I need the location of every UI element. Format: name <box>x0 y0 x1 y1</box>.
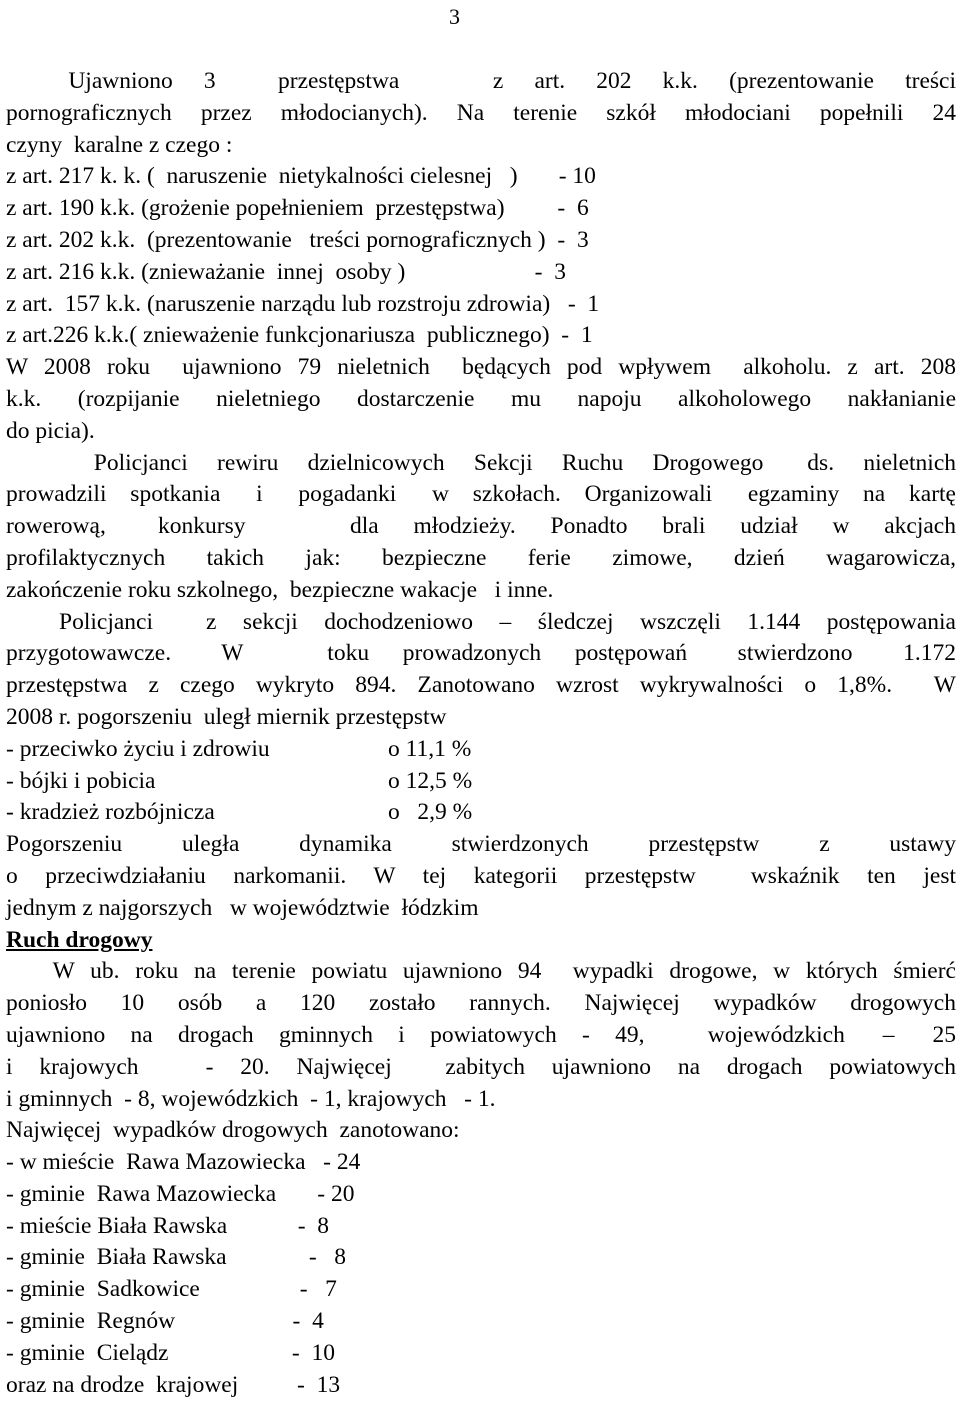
text-line: z art. 217 k. k. ( naruszenie nietykalności cielesnej ) - 10 <box>6 163 596 190</box>
text-line: zakończenie roku szkolnego, bezpieczne wakacje i inne. <box>6 576 554 603</box>
section-heading: Ruch drogowy <box>6 926 153 953</box>
text-line: z art. 190 k.k. (grożenie popełnieniem przestępstwa) - 6 <box>6 195 589 222</box>
text-line: Policjanci rewiru dzielnicowych Sekcji Ruchu Drogowego ds. nieletnich <box>6 449 956 476</box>
stat-label: - bójki i pobicia <box>6 767 156 794</box>
stat-value: o 11,1 % <box>388 735 472 762</box>
text-line: przygotowawcze. W toku prowadzonych postępowań stwierdzono 1.172 <box>6 640 956 667</box>
text-line: - gminie Biała Rawska - 8 <box>6 1244 347 1271</box>
text-line: W ub. roku na terenie powiatu ujawniono 94 wypadki drogowe, w których śmierć <box>6 958 956 985</box>
stat-label: - kradzież rozbójnicza <box>6 799 215 826</box>
text-line: jednym z najgorszych w województwie łódzkim <box>6 894 479 921</box>
text-line: przestępstwa z czego wykryto 894. Zanotowano wzrost wykrywalności o 1,8%. W <box>6 672 956 699</box>
text-line: z art. 157 k.k. (naruszenie narządu lub rozstroju zdrowia) - 1 <box>6 290 600 317</box>
stat-value: o 12,5 % <box>388 767 473 794</box>
text-line: oraz na drodze krajowej - 13 <box>6 1371 341 1398</box>
text-line: W 2008 roku ujawniono 79 nieletnich będących pod wpływem alkoholu. z art. 208 <box>6 354 956 381</box>
text-line: - gminie Sadkowice - 7 <box>6 1276 337 1303</box>
text-line <box>6 797 956 829</box>
text-line <box>6 766 956 798</box>
text-line: profilaktycznych takich jak: bezpieczne ferie zimowe, dzień wagarowicza, <box>6 544 956 571</box>
text-line: 2008 r. pogorszeniu uległ miernik przestępstw <box>6 703 447 730</box>
text-line: o przeciwdziałaniu narkomanii. W tej kategorii przestępstw wskaźnik ten jest <box>6 862 956 889</box>
stat-label: - przeciwko życiu i zdrowiu <box>6 735 270 762</box>
text-line: Pogorszeniu uległa dynamika stwierdzonych przestępstw z ustawy <box>6 831 956 858</box>
text-line: k.k. (rozpijanie nieletniego dostarczenie mu napoju alkoholowego nakłanianie <box>6 385 956 412</box>
text-line: ujawniono na drogach gminnych i powiatowych - 49, wojewódzkich – 25 <box>6 1021 956 1048</box>
text-line: prowadzili spotkania i pogadanki w szkołach. Organizowali egzaminy na kartę <box>6 481 956 508</box>
text-line: z art. 202 k.k. (prezentowanie treści pornograficznych ) - 3 <box>6 226 589 253</box>
page-number: 3 <box>449 4 460 29</box>
text-line: poniosło 10 osób a 120 zostało rannych. Najwięcej wypadków drogowych <box>6 990 956 1017</box>
text-line: - w mieście Rawa Mazowiecka - 24 <box>6 1149 361 1176</box>
text-line: czyny karalne z czego : <box>6 131 233 158</box>
text-line: Najwięcej wypadków drogowych zanotowano: <box>6 1117 460 1144</box>
text-line: z art. 216 k.k. (znieważanie innej osoby ) - 3 <box>6 258 566 285</box>
stat-value: o 2,9 % <box>388 799 473 826</box>
text-line: do picia). <box>6 417 95 444</box>
text-line <box>6 734 956 766</box>
text-line: i krajowych - 20. Najwięcej zabitych ujawniono na drogach powiatowych <box>6 1053 956 1080</box>
text-line: z art.226 k.k.( znieważenie funkcjonariusza publicznego) - 1 <box>6 322 593 349</box>
text-line: - gminie Cielądz - 10 <box>6 1339 335 1366</box>
text-line: i gminnych - 8, wojewódzkich - 1, krajowych - 1. <box>6 1085 496 1112</box>
text-line: Policjanci z sekcji dochodzeniowo – śledczej wszczęli 1.144 postępowania <box>6 608 956 635</box>
text-line: rowerową, konkursy dla młodzieży. Ponadto brali udział w akcjach <box>6 513 956 540</box>
text-line: - gminie Regnów - 4 <box>6 1308 324 1335</box>
text-line: - gminie Rawa Mazowiecka - 20 <box>6 1180 355 1207</box>
text-line: pornograficznych przez młodocianych). Na terenie szkół młodociani popełnili 24 <box>6 99 956 126</box>
text-line: Ujawniono 3 przestępstwa z art. 202 k.k. (prezentowanie treści <box>6 68 956 94</box>
document-body <box>6 66 956 1401</box>
text-line: - mieście Biała Rawska - 8 <box>6 1212 330 1239</box>
